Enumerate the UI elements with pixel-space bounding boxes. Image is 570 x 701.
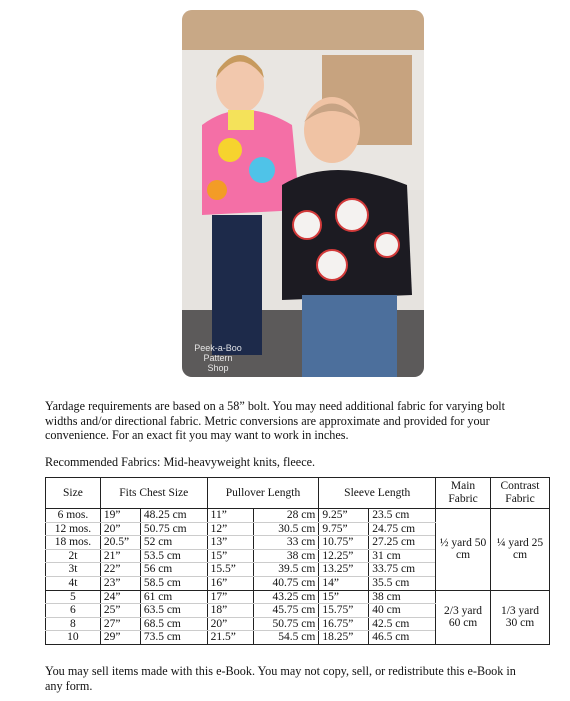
cell-pullover-cm: 28 cm xyxy=(253,509,319,523)
cell-sleeve-cm: 33.75 cm xyxy=(369,563,436,577)
watermark-line: Peek-a-Boo xyxy=(194,343,242,353)
cell-pullover-cm: 54.5 cm xyxy=(253,631,319,645)
cell-sleeve-cm: 46.5 cm xyxy=(369,631,436,645)
cell-size: 2t xyxy=(46,549,101,563)
cell-chest-cm: 63.5 cm xyxy=(140,604,207,618)
cell-pullover-cm: 50.75 cm xyxy=(253,617,319,631)
cell-chest-in: 24” xyxy=(100,590,140,604)
cell-sleeve-in: 10.75” xyxy=(319,536,369,550)
fabrics-note: Recommended Fabrics: Mid-heavyweight knits, fleece. xyxy=(45,455,316,469)
cell-contrast-fabric-small: ¼ yard 25 cm xyxy=(491,509,550,591)
cell-sleeve-cm: 24.75 cm xyxy=(369,522,436,536)
header-chest: Fits Chest Size xyxy=(100,478,207,509)
cell-pullover-in: 15.5” xyxy=(207,563,253,577)
cell-sleeve-in: 14” xyxy=(319,576,369,590)
cell-sleeve-cm: 23.5 cm xyxy=(369,509,436,523)
cell-chest-cm: 73.5 cm xyxy=(140,631,207,645)
copyright-note: You may sell items made with this e-Book. You may not copy, sell, or redistribute this e-Book in any form. xyxy=(45,664,516,693)
cell-chest-in: 25” xyxy=(100,604,140,618)
photo-watermark xyxy=(182,343,254,373)
cell-chest-cm: 53.5 cm xyxy=(140,549,207,563)
cell-size: 10 xyxy=(46,631,101,645)
cell-size: 18 mos. xyxy=(46,536,101,550)
cell-chest-cm: 68.5 cm xyxy=(140,617,207,631)
cell-main-fabric-large: 2/3 yard 60 cm xyxy=(436,590,491,644)
cell-pullover-cm: 43.25 cm xyxy=(253,590,319,604)
cell-size: 4t xyxy=(46,576,101,590)
cell-pullover-cm: 40.75 cm xyxy=(253,576,319,590)
cell-sleeve-in: 15.75” xyxy=(319,604,369,618)
cell-sleeve-cm: 42.5 cm xyxy=(369,617,436,631)
cell-size: 5 xyxy=(46,590,101,604)
cell-pullover-cm: 33 cm xyxy=(253,536,319,550)
cell-chest-cm: 48.25 cm xyxy=(140,509,207,523)
table-row xyxy=(46,509,550,523)
cell-pullover-cm: 39.5 cm xyxy=(253,563,319,577)
header-main-fabric: Main Fabric xyxy=(436,478,491,509)
cell-size: 6 mos. xyxy=(46,509,101,523)
cell-size: 12 mos. xyxy=(46,522,101,536)
cell-chest-in: 19” xyxy=(100,509,140,523)
cell-size: 8 xyxy=(46,617,101,631)
children-photo-illustration xyxy=(182,10,424,377)
cell-main-fabric-small: ½ yard 50 cm xyxy=(436,509,491,591)
cell-chest-in: 23” xyxy=(100,576,140,590)
watermark-line: Pattern xyxy=(203,353,233,363)
header-size: Size xyxy=(46,478,101,509)
cell-pullover-in: 18” xyxy=(207,604,253,618)
cell-sleeve-in: 18.25” xyxy=(319,631,369,645)
cell-pullover-in: 21.5” xyxy=(207,631,253,645)
cell-chest-cm: 50.75 cm xyxy=(140,522,207,536)
cell-pullover-in: 11” xyxy=(207,509,253,523)
header-sleeve: Sleeve Length xyxy=(319,478,436,509)
cell-pullover-cm: 45.75 cm xyxy=(253,604,319,618)
cell-chest-in: 22” xyxy=(100,563,140,577)
product-photo xyxy=(182,10,424,377)
cell-pullover-in: 16” xyxy=(207,576,253,590)
table-row xyxy=(46,590,550,604)
cell-chest-cm: 58.5 cm xyxy=(140,576,207,590)
cell-chest-in: 21” xyxy=(100,549,140,563)
cell-size: 6 xyxy=(46,604,101,618)
cell-chest-in: 20” xyxy=(100,522,140,536)
cell-pullover-cm: 30.5 cm xyxy=(253,522,319,536)
cell-sleeve-cm: 40 cm xyxy=(369,604,436,618)
cell-pullover-in: 15” xyxy=(207,549,253,563)
cell-sleeve-in: 9.25” xyxy=(319,509,369,523)
header-pullover: Pullover Length xyxy=(207,478,319,509)
cell-sleeve-in: 12.25” xyxy=(319,549,369,563)
cell-chest-in: 27” xyxy=(100,617,140,631)
cell-size: 3t xyxy=(46,563,101,577)
cell-chest-cm: 56 cm xyxy=(140,563,207,577)
yardage-note: Yardage requirements are based on a 58” bolt. You may need additional fabric for varying bolt widths and/or directional fabric. Metric conversions are approximate and provided for your convenience. For an exact fit you may want to work in inches. xyxy=(45,399,506,442)
cell-pullover-cm: 38 cm xyxy=(253,549,319,563)
cell-sleeve-cm: 38 cm xyxy=(369,590,436,604)
cell-sleeve-cm: 31 cm xyxy=(369,549,436,563)
size-chart-table xyxy=(45,477,550,645)
watermark-line: Shop xyxy=(207,363,229,373)
cell-pullover-in: 20” xyxy=(207,617,253,631)
cell-sleeve-cm: 27.25 cm xyxy=(369,536,436,550)
cell-chest-cm: 52 cm xyxy=(140,536,207,550)
cell-sleeve-in: 13.25” xyxy=(319,563,369,577)
cell-sleeve-in: 9.75” xyxy=(319,522,369,536)
cell-contrast-fabric-large: 1/3 yard 30 cm xyxy=(491,590,550,644)
cell-pullover-in: 17” xyxy=(207,590,253,604)
cell-pullover-in: 12” xyxy=(207,522,253,536)
cell-chest-cm: 61 cm xyxy=(140,590,207,604)
cell-sleeve-cm: 35.5 cm xyxy=(369,576,436,590)
cell-pullover-in: 13” xyxy=(207,536,253,550)
header-contrast-fabric: Contrast Fabric xyxy=(491,478,550,509)
cell-chest-in: 20.5” xyxy=(100,536,140,550)
cell-sleeve-in: 16.75” xyxy=(319,617,369,631)
cell-chest-in: 29” xyxy=(100,631,140,645)
cell-sleeve-in: 15” xyxy=(319,590,369,604)
